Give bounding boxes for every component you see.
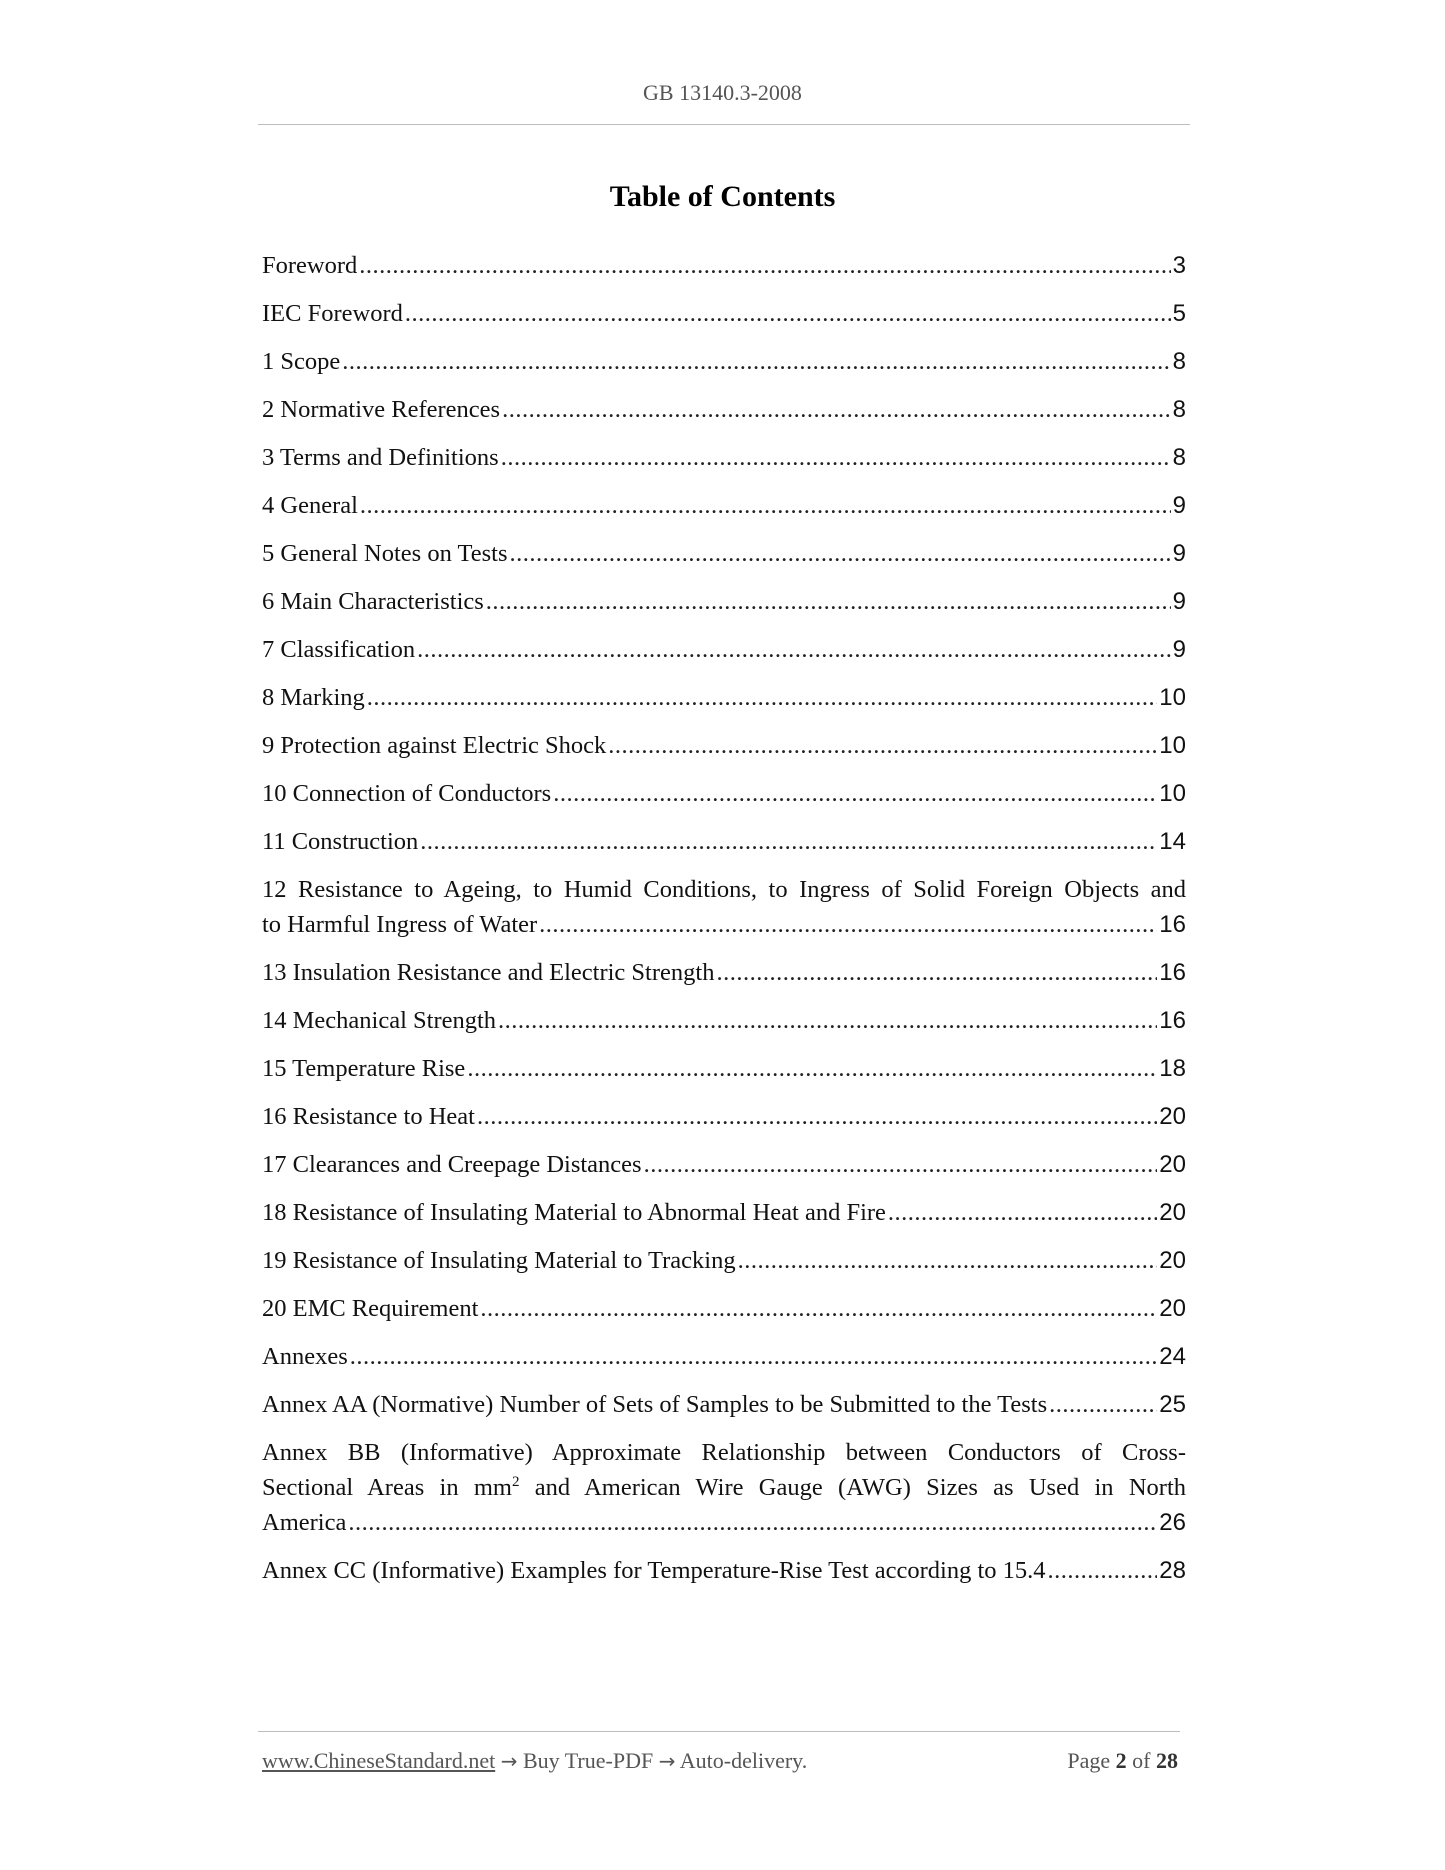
toc-page-number: 5 [1172, 300, 1186, 327]
toc-page-number: 10 [1159, 780, 1186, 807]
toc-entry-title: 17 Clearances and Creepage Distances [262, 1151, 642, 1178]
dot-leader [608, 728, 1157, 763]
dot-leader [539, 907, 1157, 942]
toc-entry-title-line: 12 Resistance to Ageing, to Humid Conditions, to Ingress of Solid Foreign Objects and [262, 876, 1186, 903]
toc-entry-mechanical-strength[interactable] [262, 1003, 1186, 1038]
toc-entry-marking[interactable] [262, 680, 1186, 715]
toc-entry-abnormal-heat-fire[interactable] [262, 1195, 1186, 1230]
page-indicator [1067, 1748, 1178, 1774]
toc-entry-emc-requirement[interactable] [262, 1291, 1186, 1326]
arrow-right-icon: → [658, 1749, 676, 1773]
toc-entry-temperature-rise[interactable] [262, 1051, 1186, 1086]
toc-entry-annexes[interactable] [262, 1339, 1186, 1374]
toc-entry-iec-foreword[interactable] [262, 296, 1186, 331]
toc-page-number: 18 [1159, 1055, 1186, 1082]
toc-entry-title-line: Annex BB (Informative) Approximate Relationship between Conductors of Cross- [262, 1439, 1186, 1466]
dot-leader [486, 584, 1171, 619]
footer-left [262, 1748, 807, 1774]
toc-page-number: 8 [1172, 396, 1186, 423]
toc-entry-annex-cc[interactable] [262, 1553, 1186, 1588]
toc-entry-general-notes-on-tests[interactable] [262, 536, 1186, 571]
toc-entry-annex-bb[interactable] [262, 1435, 1186, 1540]
dot-leader [644, 1147, 1158, 1182]
auto-delivery-text: Auto-delivery. [679, 1748, 808, 1773]
toc-entry-clearances-creepage[interactable] [262, 1147, 1186, 1182]
dot-leader [480, 1291, 1157, 1326]
toc-entry-tracking[interactable] [262, 1243, 1186, 1278]
toc-entry-scope[interactable] [262, 344, 1186, 379]
toc-entry-title: 4 General [262, 492, 358, 519]
toc-entry-title: 5 General Notes on Tests [262, 540, 508, 567]
toc-page-number: 16 [1159, 911, 1186, 938]
dot-leader [498, 1003, 1157, 1038]
dot-leader [501, 440, 1171, 475]
toc-page-number: 9 [1172, 540, 1186, 567]
page-label: Page [1067, 1748, 1111, 1773]
dot-leader [405, 296, 1171, 331]
of-label: of [1132, 1748, 1151, 1773]
footer-divider [258, 1731, 1180, 1732]
toc-entry-title: 20 EMC Requirement [262, 1295, 479, 1322]
toc-entry-title-line [262, 1470, 1186, 1505]
dot-leader [477, 1099, 1157, 1134]
toc-entry-foreword[interactable] [262, 248, 1186, 283]
dot-leader [1048, 1553, 1158, 1588]
toc-page-number: 9 [1172, 636, 1186, 663]
toc-entry-title: 15 Temperature Rise [262, 1055, 466, 1082]
toc-page-number: 26 [1159, 1509, 1186, 1536]
toc-entry-construction[interactable] [262, 824, 1186, 859]
toc-entry-main-characteristics[interactable] [262, 584, 1186, 619]
toc-entry-annex-aa[interactable] [262, 1387, 1186, 1422]
toc-entry-title: 3 Terms and Definitions [262, 444, 499, 471]
dot-leader [342, 344, 1170, 379]
toc-entry-title: 9 Protection against Electric Shock [262, 732, 607, 759]
page-footer [262, 1748, 1178, 1774]
dot-leader [502, 392, 1171, 427]
toc-entry-title: 13 Insulation Resistance and Electric Strength [262, 959, 715, 986]
current-page-number: 2 [1115, 1748, 1127, 1773]
toc-entry-protection-electric-shock[interactable] [262, 728, 1186, 763]
toc-entry-normative-references[interactable] [262, 392, 1186, 427]
toc-entry-title: IEC Foreword [262, 300, 403, 327]
toc-page-number: 14 [1159, 828, 1186, 855]
toc-entry-title: to Harmful Ingress of Water [262, 911, 538, 938]
toc-entry-general[interactable] [262, 488, 1186, 523]
toc-entry-title: 7 Classification [262, 636, 416, 663]
toc-entry-title: 14 Mechanical Strength [262, 1007, 497, 1034]
toc-page-number: 10 [1159, 684, 1186, 711]
dot-leader [888, 1195, 1157, 1230]
dot-leader [359, 248, 1170, 283]
toc-entry-title: 11 Construction [262, 828, 419, 855]
toc-page-number: 28 [1159, 1557, 1186, 1584]
toc-page-number: 25 [1159, 1391, 1186, 1418]
toc-entry-title: 18 Resistance of Insulating Material to Abnormal Heat and Fire [262, 1199, 886, 1226]
header-divider [258, 124, 1190, 125]
dot-leader [553, 776, 1157, 811]
toc-page-number: 20 [1159, 1295, 1186, 1322]
dot-leader [360, 488, 1171, 523]
toc-entry-resistance-to-ageing[interactable] [262, 872, 1186, 942]
toc-entry-title: 1 Scope [262, 348, 341, 375]
toc-page-number: 16 [1159, 959, 1186, 986]
toc-page-number: 9 [1172, 492, 1186, 519]
dot-leader [348, 1505, 1157, 1540]
dot-leader [367, 680, 1158, 715]
running-header: GB 13140.3-2008 [643, 80, 802, 105]
toc-page-number: 20 [1159, 1151, 1186, 1178]
toc-page-number: 20 [1159, 1103, 1186, 1130]
toc-entry-title: 6 Main Characteristics [262, 588, 484, 615]
website-link[interactable]: www.ChineseStandard.net [262, 1748, 496, 1773]
arrow-right-icon: → [500, 1749, 518, 1773]
toc-page-number: 20 [1159, 1199, 1186, 1226]
dot-leader [417, 632, 1171, 667]
toc-entry-title: 16 Resistance to Heat [262, 1103, 475, 1130]
toc-entry-title: 2 Normative References [262, 396, 501, 423]
dot-leader [738, 1243, 1158, 1278]
toc-entry-resistance-to-heat[interactable] [262, 1099, 1186, 1134]
toc-page-number: 16 [1159, 1007, 1186, 1034]
toc-page-number: 8 [1172, 444, 1186, 471]
toc-entry-title: America [262, 1509, 347, 1536]
toc-entry-title: Annexes [262, 1343, 348, 1370]
dot-leader [1049, 1387, 1157, 1422]
dot-leader [716, 955, 1157, 990]
toc-page-number: 24 [1159, 1343, 1186, 1370]
toc-page-number: 20 [1159, 1247, 1186, 1274]
toc-entry-title: 10 Connection of Conductors [262, 780, 552, 807]
dot-leader [350, 1339, 1158, 1374]
toc-entry-insulation-resistance[interactable] [262, 955, 1186, 990]
dot-leader [420, 824, 1157, 859]
total-page-count: 28 [1156, 1748, 1178, 1773]
toc-page-number: 10 [1159, 732, 1186, 759]
toc-entry-title: Foreword [262, 252, 358, 279]
toc-entry-title: 8 Marking [262, 684, 365, 711]
toc-title: Table of Contents [609, 180, 836, 213]
toc-page-number: 8 [1172, 348, 1186, 375]
toc-entry-title: 19 Resistance of Insulating Material to Tracking [262, 1247, 736, 1274]
superscript: 2 [511, 1473, 520, 1490]
table-of-contents [262, 248, 1186, 1601]
toc-page-number: 9 [1172, 588, 1186, 615]
toc-page-number: 3 [1172, 252, 1186, 279]
toc-entry-connection-of-conductors[interactable] [262, 776, 1186, 811]
dot-leader [467, 1051, 1157, 1086]
toc-entry-title-fragment: Sectional Areas in mm [262, 1474, 512, 1501]
toc-entry-terms-definitions[interactable] [262, 440, 1186, 475]
buy-true-pdf-text: Buy True-PDF [522, 1748, 654, 1773]
toc-entry-title: Annex CC (Informative) Examples for Temperature-Rise Test according to 15.4 [262, 1557, 1046, 1584]
dot-leader [510, 536, 1171, 571]
toc-entry-classification[interactable] [262, 632, 1186, 667]
toc-entry-title-fragment: and American Wire Gauge (AWG) Sizes as Used in North [519, 1474, 1186, 1501]
toc-entry-title: Annex AA (Normative) Number of Sets of Samples to be Submitted to the Tests [262, 1391, 1048, 1418]
